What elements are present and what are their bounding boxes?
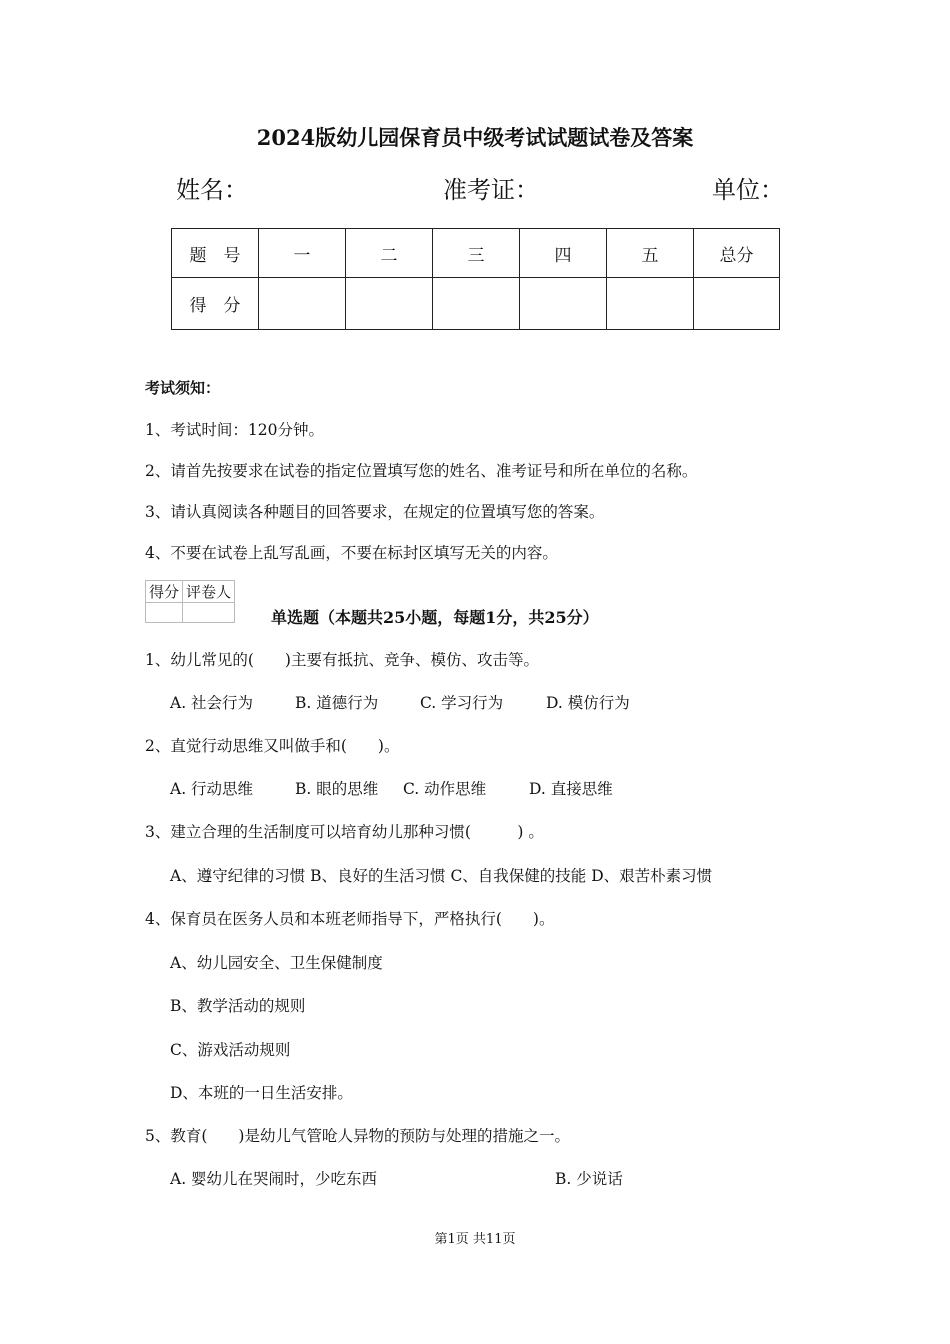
grader-reviewer-cell[interactable] [183, 603, 235, 623]
option-b[interactable]: B、教学活动的规则 [170, 997, 306, 1015]
score-table-header-cell: 四 [520, 229, 607, 278]
option-a[interactable]: A. 社会行为 [170, 694, 254, 712]
section-heading: 单选题（本题共25小题，每题1分，共25分） [271, 608, 599, 627]
option-d[interactable]: D、本班的一日生活安排。 [170, 1084, 353, 1102]
document-title: 2024版幼儿园保育员中级考试试题试卷及答案 [256, 125, 694, 150]
notice-item: 2、请首先按要求在试卷的指定位置填写您的姓名、准考证号和所在单位的名称。 [145, 462, 698, 480]
option-c[interactable]: C、游戏活动规则 [170, 1041, 291, 1059]
question-stem: 2、直觉行动思维又叫做手和( )。 [145, 737, 400, 755]
score-cell[interactable] [520, 278, 607, 330]
option-d[interactable]: D. 模仿行为 [546, 694, 630, 712]
option-line[interactable]: A、遵守纪律的习惯 B、良好的生活习惯 C、自我保健的技能 D、艰苦朴素习惯 [170, 867, 713, 885]
notice-heading: 考试须知： [145, 379, 221, 397]
notice-item: 3、请认真阅读各种题目的回答要求，在规定的位置填写您的答案。 [145, 503, 605, 521]
score-table-header-cell: 二 [346, 229, 433, 278]
option-d[interactable]: D. 直接思维 [529, 780, 613, 798]
score-row-label: 得 分 [172, 278, 259, 330]
score-cell[interactable] [433, 278, 520, 330]
score-table-header-cell: 题 号 [172, 229, 259, 278]
notice-item: 4、不要在试卷上乱写乱画，不要在标封区填写无关的内容。 [145, 544, 558, 562]
option-a[interactable]: A. 婴幼儿在哭闹时，少吃东西 [170, 1170, 378, 1188]
question-stem: 3、建立合理的生活制度可以培育幼儿那种习惯( ) 。 [145, 823, 544, 841]
grader-reviewer-label: 评卷人 [183, 581, 235, 603]
option-b[interactable]: B. 少说话 [555, 1170, 623, 1188]
option-b[interactable]: B. 眼的思维 [295, 780, 379, 798]
grader-box [145, 580, 235, 623]
question-stem: 4、保育员在医务人员和本班老师指导下，严格执行( )。 [145, 910, 555, 928]
score-cell[interactable] [259, 278, 346, 330]
score-cell[interactable] [607, 278, 694, 330]
option-a[interactable]: A、幼儿园安全、卫生保健制度 [170, 954, 383, 972]
option-c[interactable]: C. 学习行为 [420, 694, 504, 712]
name-field-label: 姓名： [176, 176, 248, 204]
option-b[interactable]: B. 道德行为 [295, 694, 379, 712]
exam-number-field-label: 准考证： [443, 176, 539, 204]
score-cell[interactable] [346, 278, 433, 330]
score-table-header-row [172, 229, 780, 278]
score-table-header-cell: 总分 [694, 229, 780, 278]
page-footer: 第1页 共11页 [434, 1232, 516, 1247]
option-a[interactable]: A. 行动思维 [170, 780, 254, 798]
score-table [171, 228, 780, 330]
score-cell[interactable] [694, 278, 780, 330]
grader-score-label: 得分 [146, 581, 183, 603]
notice-item: 1、考试时间：120分钟。 [145, 421, 324, 439]
question-stem: 5、教育( )是幼儿气管呛人异物的预防与处理的措施之一。 [145, 1127, 570, 1145]
score-table-header-cell: 五 [607, 229, 694, 278]
score-table-header-cell: 三 [433, 229, 520, 278]
score-table-score-row [172, 278, 780, 330]
score-table-header-cell: 一 [259, 229, 346, 278]
option-c[interactable]: C. 动作思维 [403, 780, 487, 798]
question-stem: 1、幼儿常见的( )主要有抵抗、竞争、模仿、攻击等。 [145, 651, 539, 669]
grader-score-cell[interactable] [146, 603, 183, 623]
unit-field-label: 单位： [712, 176, 784, 204]
